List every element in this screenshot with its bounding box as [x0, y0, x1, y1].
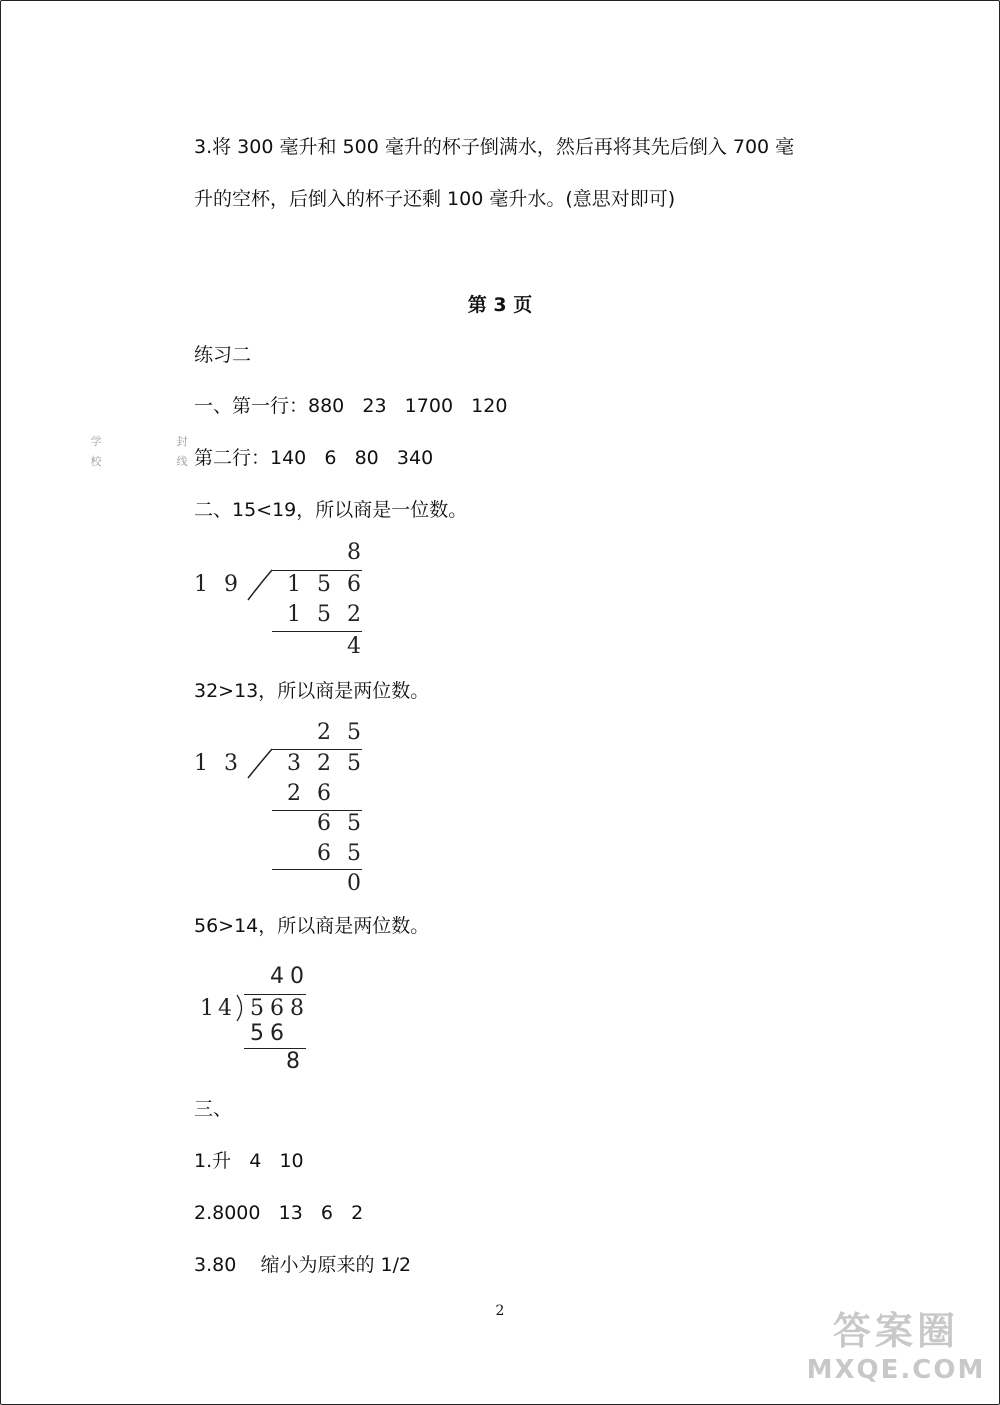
q2-second: 32>13，所以商是两位数。 [194, 680, 430, 702]
margin-mark: 线 [176, 455, 188, 468]
product-digit: 2 [347, 602, 361, 627]
page-heading: 第 3 页 [467, 294, 533, 316]
step-digit: 6 [317, 841, 331, 866]
quotient-digit: 5 [347, 720, 361, 745]
q3-item-3: 3.80 缩小为原来的 1/2 [194, 1254, 412, 1276]
remainder-digit: 8 [286, 1049, 300, 1074]
dividend-digit: 5 [347, 751, 361, 776]
divisor-digit: 1 [200, 996, 214, 1021]
dividend-digit: 3 [287, 751, 301, 776]
divisor-digit: 1 [194, 572, 208, 597]
dividend-digit: 5 [317, 572, 331, 597]
q3-item-1: 1.升 4 10 [194, 1150, 304, 1172]
answer-line-3a: 3.将 300 毫升和 500 毫升的杯子倒满水，然后再将其先后倒入 700 毫 [194, 136, 795, 158]
long-division-3 [198, 962, 328, 1077]
remainder-digit: 4 [347, 634, 361, 659]
long-division-2 [190, 718, 370, 898]
watermark-logo [806, 1309, 986, 1399]
dividend-digit: 2 [317, 751, 331, 776]
q2-third: 56>14，所以商是两位数。 [194, 915, 430, 937]
divisor-digit: 1 [194, 751, 208, 776]
q3-item-2: 2.8000 13 6 2 [194, 1202, 364, 1224]
dividend-digit: 1 [287, 572, 301, 597]
margin-mark: 学 [90, 435, 102, 448]
quotient-digit: 0 [290, 964, 304, 989]
exercise-title: 练习二 [194, 344, 252, 366]
q3-title: 三、 [194, 1098, 233, 1120]
dividend-digit: 6 [270, 996, 284, 1021]
margin-mark: 封 [176, 435, 188, 448]
dividend-digit: 5 [250, 996, 264, 1021]
dividend-digit: 8 [290, 996, 304, 1021]
remainder-digit: 0 [347, 871, 361, 896]
quotient-digit: 8 [347, 540, 361, 565]
q1-row1: 一、第一行：880 23 1700 120 [194, 395, 508, 417]
step-digit: 2 [287, 781, 301, 806]
watermark-bottom: MXQE.COM [806, 1355, 986, 1385]
dividend-digit: 6 [347, 572, 361, 597]
answer-line-3b: 升的空杯，后倒入的杯子还剩 100 毫升水。(意思对即可) [194, 188, 676, 210]
long-division-1 [190, 538, 370, 663]
quotient-digit: 4 [270, 964, 284, 989]
quotient-digit: 2 [317, 720, 331, 745]
product-digit: 6 [270, 1021, 284, 1046]
q2-intro: 二、15<19，所以商是一位数。 [194, 499, 468, 521]
step-digit: 6 [317, 781, 331, 806]
q1-row2: 第二行：140 6 80 340 [194, 447, 434, 469]
step-digit: 5 [347, 841, 361, 866]
page-number: 2 [495, 1303, 505, 1319]
step-digit: 5 [347, 811, 361, 836]
product-digit: 5 [317, 602, 331, 627]
watermark-top: 答案圈 [832, 1309, 959, 1353]
divisor-digit: 4 [218, 996, 232, 1021]
step-digit: 6 [317, 811, 331, 836]
product-digit: 1 [287, 602, 301, 627]
divisor-digit: 3 [224, 751, 238, 776]
divisor-digit: 9 [224, 572, 238, 597]
margin-mark: 校 [90, 455, 102, 468]
product-digit: 5 [250, 1021, 264, 1046]
